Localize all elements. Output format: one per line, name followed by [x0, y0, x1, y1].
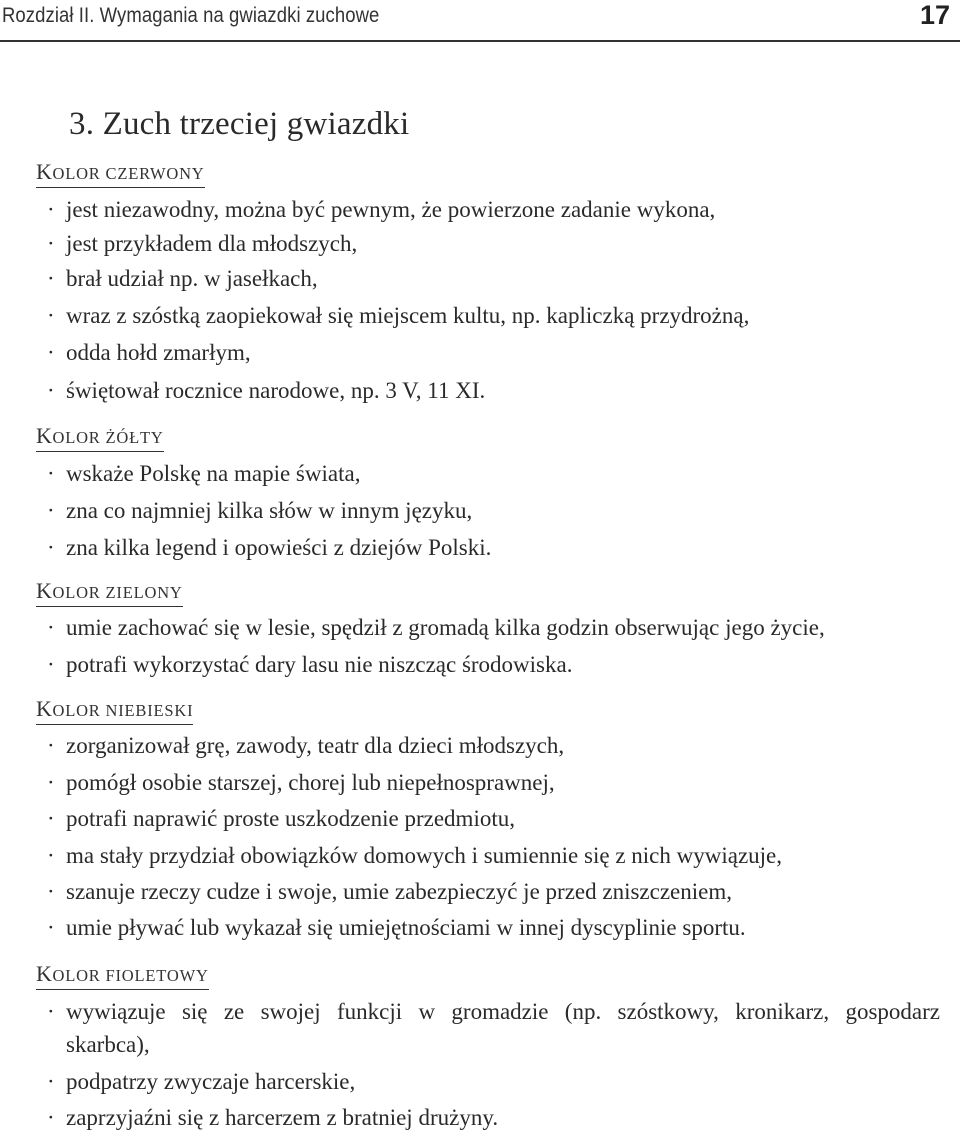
- heading-kolor-zolty: KOLOR ŻÓŁTY: [36, 424, 164, 452]
- list-item: · wywiązuje się ze swojej funkcji w gromadzie (np. szóstkowy, kronikarz, gospodarz: [47, 999, 940, 1024]
- list-item: · pomógł osobie starszej, chorej lub niepełnosprawnej,: [47, 770, 555, 795]
- list-item: · odda hołd zmarłym,: [47, 340, 251, 365]
- list-item: · świętował rocznice narodowe, np. 3 V, 11 XI.: [47, 378, 486, 403]
- chapter-title: Rozdział II. Wymagania na gwiazdki zuchowe: [2, 4, 380, 27]
- list-item: · wraz z szóstką zaopiekował się miejscem kultu, np. kapliczką przydrożną,: [47, 303, 750, 328]
- running-header: [0, 0, 960, 42]
- list-item: · zorganizował grę, zawody, teatr dla dzieci młodszych,: [47, 733, 565, 758]
- list-item-continuation: skarbca),: [66, 1032, 150, 1057]
- list-item: · podpatrzy zwyczaje harcerskie,: [47, 1069, 356, 1094]
- list-item: · umie zachować się w lesie, spędził z gromadą kilka godzin obserwując jego życie,: [47, 615, 825, 640]
- list-item: · jest niezawodny, można być pewnym, że powierzone zadanie wykona,: [47, 197, 716, 222]
- list-item: · brał udział np. w jasełkach,: [47, 266, 318, 291]
- list-item: · potrafi wykorzystać dary lasu nie niszcząc środowiska.: [47, 652, 573, 677]
- heading-kolor-zielony: KOLOR ZIELONY: [36, 579, 183, 607]
- list-item: · zaprzyjaźni się z harcerzem z bratniej drużyny.: [47, 1105, 499, 1130]
- page-number: 17: [919, 0, 950, 30]
- heading-kolor-fioletowy: KOLOR FIOLETOWY: [36, 962, 209, 990]
- list-item: · potrafi naprawić proste uszkodzenie przedmiotu,: [47, 806, 515, 831]
- list-item: · wskaże Polskę na mapie świata,: [47, 461, 361, 486]
- list-item: · zna kilka legend i opowieści z dziejów Polski.: [47, 535, 492, 560]
- section-title: 3. Zuch trzeciej gwiazdki: [69, 106, 410, 142]
- list-item: · szanuje rzeczy cudze i swoje, umie zabezpieczyć je przed zniszczeniem,: [47, 879, 732, 904]
- list-item: · zna co najmniej kilka słów w innym języku,: [47, 498, 473, 523]
- heading-kolor-niebieski: KOLOR NIEBIESKI: [36, 697, 193, 725]
- list-item: · jest przykładem dla młodszych,: [47, 231, 358, 256]
- list-item: · ma stały przydział obowiązków domowych i sumiennie się z nich wywiązuje,: [47, 843, 782, 868]
- list-item: · umie pływać lub wykazał się umiejętnościami w innej dyscyplinie sportu.: [47, 915, 746, 940]
- heading-kolor-czerwony: KOLOR CZERWONY: [36, 160, 205, 188]
